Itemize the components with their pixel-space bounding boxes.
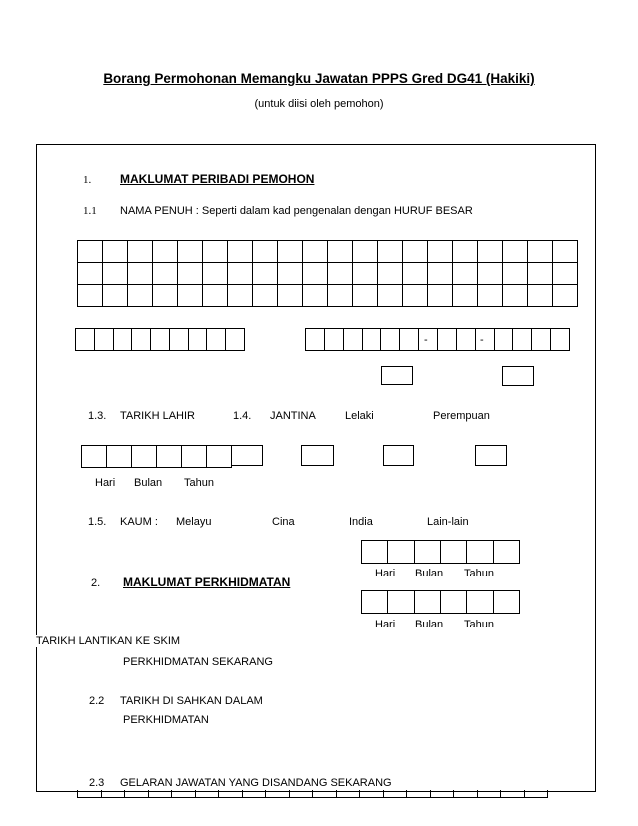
item-2-3-number: 2.3 [89,777,105,789]
date-labels-a [361,568,519,576]
section2-number: 2. [91,577,101,589]
gender-female-label: Perempuan [433,410,490,422]
date-a-month-label: Bulan [415,568,444,576]
input-cell[interactable] [431,790,455,798]
input-cell[interactable] [125,790,149,798]
input-cell[interactable] [78,285,103,307]
input-cell[interactable] [95,329,114,351]
date-labels-b [361,619,519,627]
item-2-1-line1: TARIKH LANTIKAN KE SKIM [36,635,181,647]
input-cell[interactable] [182,446,207,468]
input-cell[interactable] [78,790,102,798]
input-cell[interactable] [478,790,502,798]
input-cell[interactable] [478,285,503,307]
input-cell[interactable] [157,446,182,468]
input-cell[interactable] [178,241,203,263]
race-option-melayu: Melayu [176,516,212,528]
item-1-4-number: 1.4. [233,410,252,422]
input-cell[interactable] [219,790,243,798]
input-cell[interactable] [528,285,553,307]
checkbox-a[interactable] [381,366,413,385]
input-cell[interactable] [103,285,128,307]
input-cell[interactable] [337,790,361,798]
item-1-3-number: 1.3. [88,410,107,422]
item-1-1-label: NAMA PENUH : Seperti dalam kad pengenalan dengan HURUF BESAR [120,205,473,217]
input-cell[interactable] [226,329,245,351]
input-cell[interactable] [415,541,441,564]
input-cell[interactable] [278,241,303,263]
input-cell[interactable] [525,790,549,798]
item-1-5-label: KAUM : [120,516,158,528]
input-cell[interactable] [196,790,220,798]
input-cell[interactable] [501,790,525,798]
input-cell[interactable] [303,285,328,307]
item-2-2-line2: PERKHIDMATAN [123,714,209,726]
input-cell[interactable] [453,285,478,307]
date-b-day-label: Hari [375,619,396,627]
item-1-1-number: 1.1 [83,205,97,217]
form-title: Borang Permohonan Memangku Jawatan PPPS Gred DG41 (Hakiki) [103,71,535,86]
input-cell[interactable] [553,241,578,263]
input-cell[interactable] [353,285,378,307]
input-cell[interactable] [467,591,493,614]
input-cell[interactable] [363,329,382,351]
input-cell[interactable] [253,263,278,285]
input-cell[interactable] [207,329,226,351]
input-cell[interactable] [153,263,178,285]
section1-number: 1. [83,174,92,186]
item-2-2-number: 2.2 [89,695,105,707]
input-cell[interactable] [103,241,128,263]
section2-title: MAKLUMAT PERKHIDMATAN [123,575,291,589]
input-cell[interactable] [415,591,441,614]
input-cell[interactable] [553,285,578,307]
input-cell[interactable] [388,541,414,564]
input-cell[interactable] [532,329,551,351]
input-cell[interactable] [328,241,353,263]
input-cell[interactable] [503,263,528,285]
item-2-1-line2: PERKHIDMATAN SEKARANG [123,656,273,668]
input-cell[interactable] [313,790,337,798]
birth-day-label: Hari [95,477,116,489]
input-cell[interactable] [278,263,303,285]
input-cell[interactable] [114,329,133,351]
input-cell[interactable] [381,329,400,351]
input-cell[interactable] [428,241,453,263]
input-cell[interactable] [253,285,278,307]
ic-separator-2: - [480,334,484,346]
input-cell[interactable] [128,241,153,263]
input-cell[interactable] [203,241,228,263]
input-cell[interactable] [228,263,253,285]
input-cell[interactable] [178,285,203,307]
input-cell[interactable] [82,446,107,468]
input-cell[interactable] [419,329,438,351]
input-cell[interactable] [378,285,403,307]
input-cell[interactable] [228,285,253,307]
input-cell[interactable] [362,591,388,614]
input-cell[interactable] [400,329,419,351]
item-2-3-label: GELARAN JAWATAN YANG DISANDANG SEKARANG [120,777,392,789]
input-cell[interactable] [76,329,95,351]
input-cell[interactable] [457,329,476,351]
input-cell[interactable] [362,541,388,564]
input-cell[interactable] [478,263,503,285]
appointment-date-grid[interactable] [361,540,520,564]
input-cell[interactable] [253,241,278,263]
input-cell[interactable] [476,329,495,351]
job-title-grid[interactable] [77,790,548,798]
ic-separator-1: - [424,334,428,346]
input-cell[interactable] [228,241,253,263]
input-cell[interactable] [528,241,553,263]
input-cell[interactable] [494,591,520,614]
input-cell[interactable] [325,329,344,351]
race-option-india: India [349,516,373,528]
input-cell[interactable] [495,329,514,351]
birth-date-grid[interactable] [81,445,232,468]
input-cell[interactable] [149,790,173,798]
checkbox-b[interactable] [502,366,534,386]
input-cell[interactable] [384,790,408,798]
input-cell[interactable] [328,263,353,285]
input-cell[interactable] [266,790,290,798]
date-b-month-label: Bulan [415,619,444,627]
input-cell[interactable] [494,541,520,564]
input-cell[interactable] [360,790,384,798]
input-cell[interactable] [103,263,128,285]
date-b-year-label: Tahun [464,619,494,627]
input-cell[interactable] [478,241,503,263]
input-cell[interactable] [441,541,467,564]
input-cell[interactable] [132,446,157,468]
gender-box-4[interactable] [475,445,507,466]
race-option-lain-lain: Lain-lain [427,516,469,528]
input-cell[interactable] [407,790,431,798]
input-cell[interactable] [378,241,403,263]
input-cell[interactable] [303,241,328,263]
input-cell[interactable] [553,263,578,285]
input-cell[interactable] [189,329,208,351]
input-cell[interactable] [388,591,414,614]
input-cell[interactable] [290,790,314,798]
input-cell[interactable] [467,541,493,564]
input-cell[interactable] [453,241,478,263]
input-cell[interactable] [551,329,570,351]
item-2-2-line1: TARIKH DI SAHKAN DALAM [120,695,263,707]
input-cell[interactable] [441,591,467,614]
section1-title: MAKLUMAT PERIBADI PEMOHON [120,172,315,186]
input-cell[interactable] [378,263,403,285]
input-cell[interactable] [428,263,453,285]
input-cell[interactable] [170,329,189,351]
item-1-5-number: 1.5. [88,516,107,528]
form-subtitle: (untuk diisi oleh pemohon) [254,98,384,110]
old-ic-grid[interactable] [75,328,245,351]
input-cell[interactable] [153,241,178,263]
input-cell[interactable] [178,263,203,285]
input-cell[interactable] [207,446,232,468]
item-1-4-label: JANTINA [270,410,316,422]
input-cell[interactable] [203,285,228,307]
input-cell[interactable] [503,285,528,307]
full-name-grid[interactable] [77,240,578,307]
item-1-3-label: TARIKH LAHIR [120,410,195,422]
input-cell[interactable] [151,329,170,351]
input-cell[interactable] [172,790,196,798]
input-cell[interactable] [344,329,363,351]
input-cell[interactable] [453,263,478,285]
input-cell[interactable] [128,285,153,307]
input-cell[interactable] [454,790,478,798]
input-cell[interactable] [102,790,126,798]
input-cell[interactable] [132,329,151,351]
input-cell[interactable] [78,241,103,263]
new-ic-grid[interactable] [305,328,570,351]
gender-box-1[interactable] [231,445,263,466]
input-cell[interactable] [428,285,453,307]
input-cell[interactable] [403,285,428,307]
input-cell[interactable] [278,285,303,307]
input-cell[interactable] [328,285,353,307]
input-cell[interactable] [438,329,457,351]
input-cell[interactable] [128,263,153,285]
race-option-cina: Cina [272,516,295,528]
input-cell[interactable] [153,285,178,307]
date-a-day-label: Hari [375,568,396,576]
input-cell[interactable] [78,263,103,285]
birth-year-label: Tahun [184,477,214,489]
input-cell[interactable] [243,790,267,798]
input-cell[interactable] [203,263,228,285]
gender-box-3[interactable] [383,445,414,466]
date-a-year-label: Tahun [464,568,494,576]
input-cell[interactable] [528,263,553,285]
input-cell[interactable] [503,241,528,263]
gender-male-label: Lelaki [345,410,374,422]
input-cell[interactable] [303,263,328,285]
gender-box-2[interactable] [301,445,334,466]
input-cell[interactable] [107,446,132,468]
input-cell[interactable] [403,241,428,263]
input-cell[interactable] [513,329,532,351]
input-cell[interactable] [353,263,378,285]
input-cell[interactable] [306,329,325,351]
input-cell[interactable] [353,241,378,263]
input-cell[interactable] [403,263,428,285]
confirmation-date-grid[interactable] [361,590,520,614]
birth-month-label: Bulan [134,477,163,489]
